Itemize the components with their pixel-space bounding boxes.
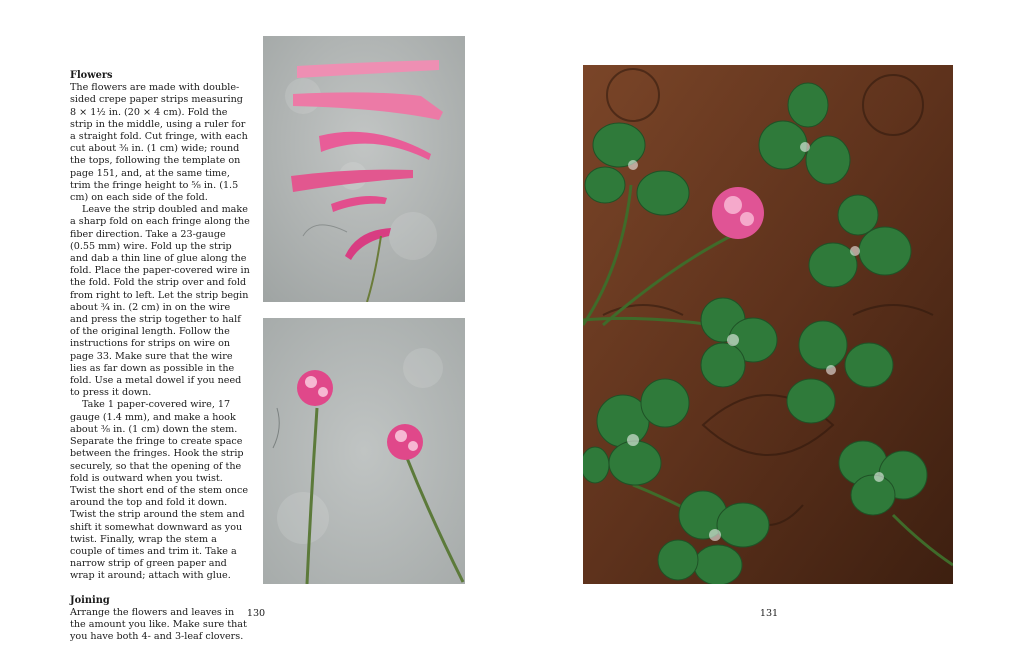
paragraph: Arrange the flowers and leaves in the amount you like. Make sure that you have both 4- and 3-leaf clovers. xyxy=(70,606,247,643)
paragraph: Take 1 paper-covered wire, 17 gauge (1.4 mm), and make a hook about ⅜ in. (1 cm) down the stem. Separate the fringe to create space between the fringes. Hook the strip securely, so that the opening of the fold is outward when you twist. Twist the short end of the stem once around the top and fold it down. Twist the strip around the stem and shift it somewhat downward as you twist. Finally, wrap the stem a couple of times and trim it. Take a narrow strip of green paper and wrap it around; attach with glue. xyxy=(70,399,249,582)
section-heading-joining: Joining xyxy=(70,594,110,606)
photo-strip-steps xyxy=(263,36,465,302)
section-heading-flowers: Flowers xyxy=(70,70,113,81)
paragraph: Leave the strip doubled and make a sharp fold on each fringe along the fiber direction. Take a 23-gauge (0.55 mm) wire. Fold up the strip and dab a thin line of glue along the fold. Place the paper-covered wire in the fold. Fold the strip over and fold from right to left. Let the strip begin about ¾ in. (2 cm) in on the wire and press the strip together to half of the original length. Follow the instructions for strips on wire on page 33. Make sure that the wire lies as far down as possible in the fold. Use a metal dowel if you need to press it down. xyxy=(70,204,250,399)
photo-finished-flowers xyxy=(263,318,465,584)
page-number-right: 131 xyxy=(759,608,779,619)
photo-clover-arrangement xyxy=(583,65,953,584)
paragraph: The flowers are made with double-sided crepe paper strips measuring 8 × 1½ in. (20 × 4 cm). Fold the strip in the middle, using a ruler for a straight fold. Cut fringe, with each cut about ⅜ in. (1 cm) wide; round the tops, following the template on page 151, and, at the same time, trim the fringe height to ⅝ in. (1.5 cm) on each side of the fold. xyxy=(70,82,248,204)
page-number-left: 130 xyxy=(246,608,266,619)
instructions-column xyxy=(70,70,250,643)
